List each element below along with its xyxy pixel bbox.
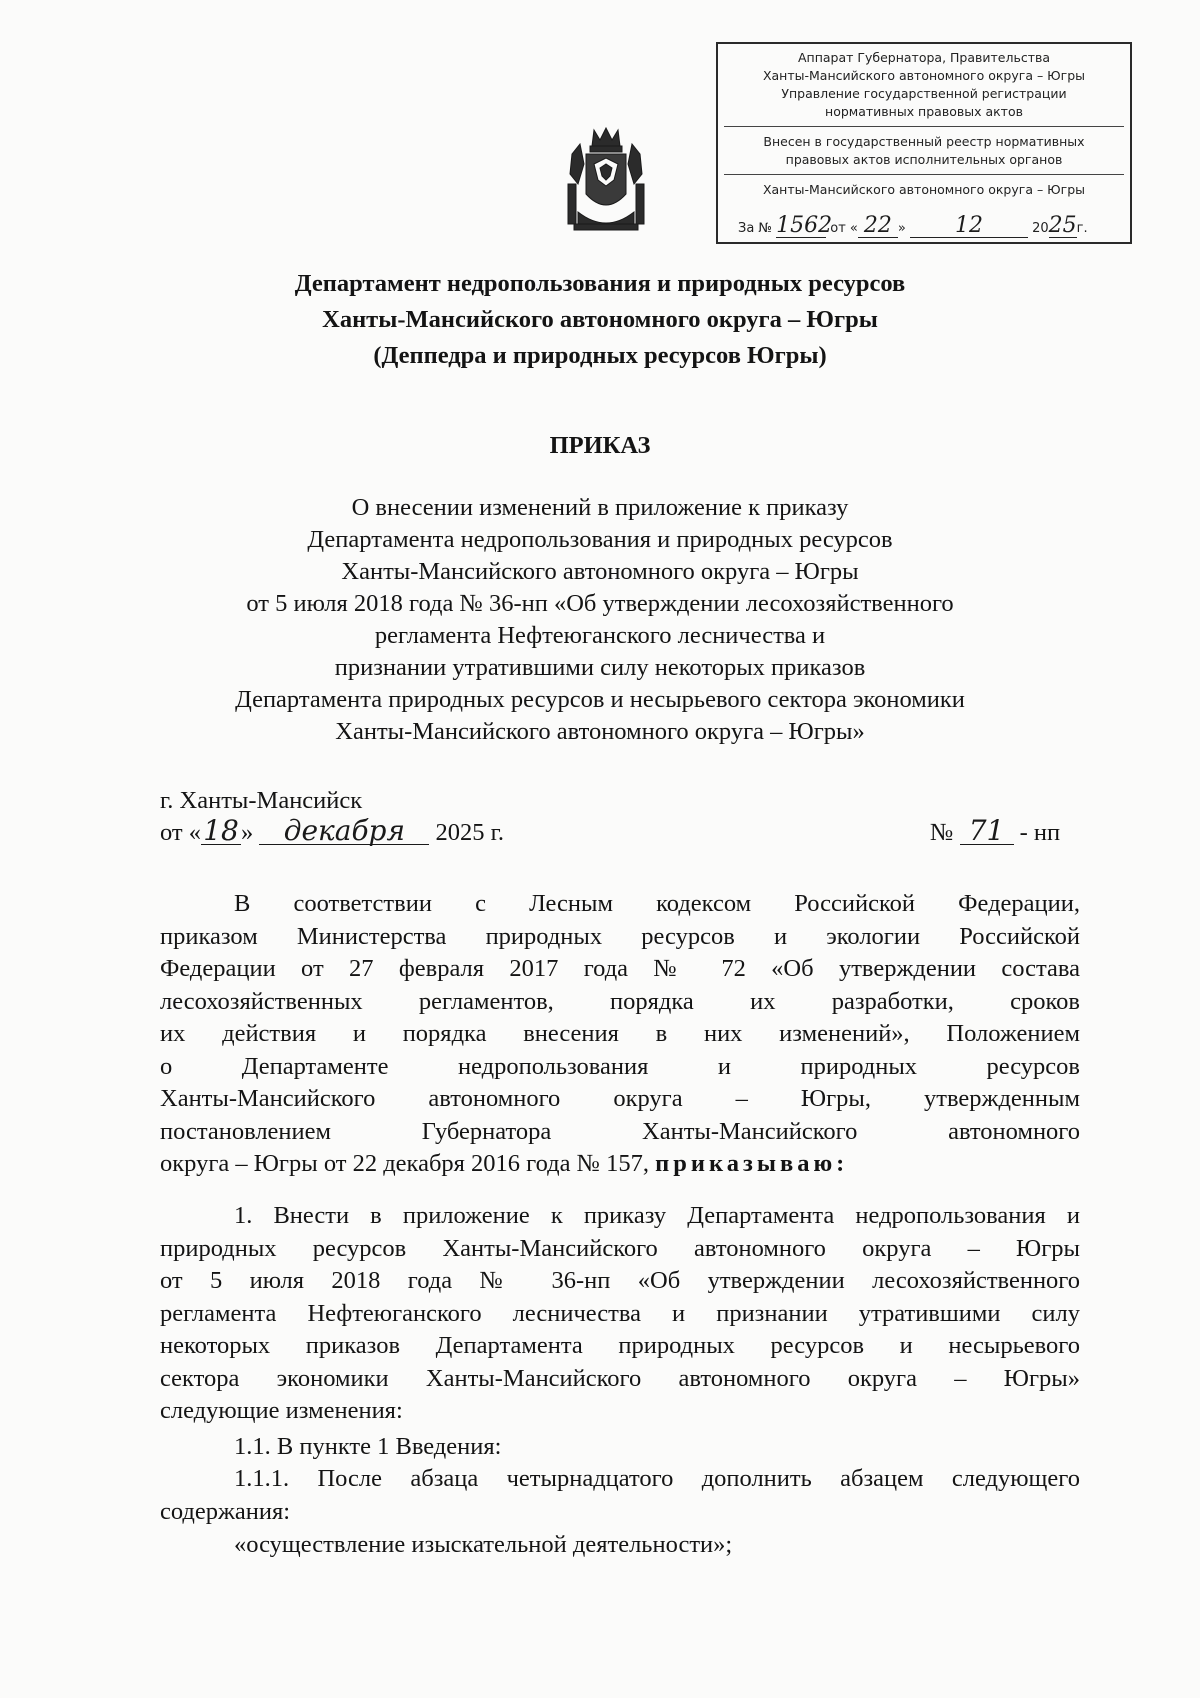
department-name-line: Ханты-Мансийского автономного округа – Югры	[322, 306, 878, 333]
department-name-line: Департамент недропользования и природных ресурсов	[294, 270, 906, 297]
stamp-num-value: 1562	[776, 213, 833, 238]
stamp-year-suffix: г.	[1076, 221, 1088, 236]
paragraph-line: постановлением Губернатора Ханты-Мансийского автономного	[160, 1117, 1080, 1145]
place-of-issue: г. Ханты-Мансийск	[160, 787, 363, 814]
stamp-line: Управление государственной регистрации	[781, 86, 1067, 101]
stamp-line: нормативных правовых актов	[825, 104, 1023, 119]
department-short-name: (Деппедра и природных ресурсов Югры)	[373, 342, 827, 369]
paragraph-line: следующие изменения:	[160, 1397, 403, 1424]
date-day: 18	[201, 818, 241, 845]
order-word: приказываю:	[655, 1150, 849, 1177]
item-1-1: 1.1. В пункте 1 Введения:	[234, 1433, 502, 1460]
stamp-year-value: 25	[1048, 213, 1077, 238]
quoted-addition: «осуществление изыскательной деятельности»;	[234, 1531, 733, 1558]
stamp-registration-number	[738, 215, 1114, 238]
stamp-date-quote: »	[897, 221, 906, 236]
paragraph-line: 1.1.1. После абзаца четырнадцатого дополнить абзацем следующего	[234, 1465, 1080, 1492]
item-1-paragraph	[160, 1200, 1080, 1428]
paragraph-line: их действия и порядка внесения в них изменений», Положением	[160, 1020, 1080, 1047]
stamp-line: правовых актов исполнительных органов	[785, 152, 1063, 167]
stamp-date-day: 22	[858, 215, 898, 238]
paragraph-line: некоторых приказов Департамента природных ресурсов и несырьевого	[160, 1332, 1080, 1359]
subject-line: признании утратившими силу некоторых приказов	[334, 654, 866, 681]
paragraph-line: содержания:	[160, 1497, 291, 1525]
paragraph-line: природных ресурсов Ханты-Мансийского автономного округа – Югры	[160, 1234, 1080, 1262]
paragraph-line: В соответствии с Лесным кодексом Российской Федерации,	[234, 890, 1080, 917]
order-number	[930, 814, 1061, 849]
stamp-line: Аппарат Губернатора, Правительства	[797, 50, 1051, 65]
subject-line: регламента Нефтеюганского лесничества и	[374, 622, 826, 649]
paragraph-line	[160, 1148, 1080, 1181]
item-1-1-1-paragraph	[160, 1463, 1080, 1528]
paragraph-line: лесохозяйственных регламентов, порядка их разработки, сроков	[160, 987, 1080, 1015]
stamp-line: Ханты-Мансийского автономного округа – Югры	[762, 182, 1086, 197]
registration-stamp	[716, 42, 1132, 244]
date-month: декабря	[259, 818, 429, 845]
preamble-last-text: округа – Югры от 22 декабря 2016 года № 157,	[160, 1150, 650, 1177]
coat-of-arms-icon	[564, 124, 648, 234]
number-suffix: - нп	[1019, 819, 1061, 846]
subject-line: Департамента недропользования и природных ресурсов	[307, 526, 893, 553]
stamp-year-prefix: 20	[1032, 221, 1049, 236]
stamp-date-month: 12	[910, 215, 1028, 238]
stamp-divider	[724, 174, 1124, 175]
date-year: 2025 г.	[435, 819, 505, 846]
paragraph-line: Федерации от 27 февраля 2017 года № 72 «Об утверждении состава	[160, 955, 1080, 982]
paragraph-line: приказом Министерства природных ресурсов и экологии Российской	[160, 922, 1080, 950]
stamp-divider	[724, 126, 1124, 127]
date-prefix: от «	[160, 819, 202, 846]
paragraph-line: 1. Внести в приложение к приказу Департамента недропользования и	[234, 1202, 1080, 1229]
date-quote: »	[241, 819, 254, 846]
subject-line: Ханты-Мансийского автономного округа – Югры»	[335, 718, 865, 745]
document-title: ПРИКАЗ	[549, 432, 651, 459]
stamp-num-prefix: За №	[738, 221, 772, 236]
paragraph-line: сектора экономики Ханты-Мансийского автономного округа – Югры»	[160, 1364, 1080, 1392]
number-value: 71	[960, 818, 1014, 845]
preamble-paragraph	[160, 888, 1080, 1181]
issue-date	[160, 814, 505, 849]
subject-line: Ханты-Мансийского автономного округа – Югры	[341, 558, 859, 585]
stamp-line: Ханты-Мансийского автономного округа – Югры	[762, 68, 1086, 83]
number-prefix: №	[930, 819, 954, 846]
stamp-line: Внесен в государственный реестр нормативных	[763, 134, 1085, 149]
subject-line: Департамента природных ресурсов и несырьевого сектора экономики	[235, 686, 965, 713]
paragraph-line: регламента Нефтеюганского лесничества и признании утратившими силу	[160, 1299, 1080, 1327]
stamp-date-from: от «	[830, 221, 858, 236]
paragraph-line: о Департаменте недропользования и природных ресурсов	[160, 1052, 1080, 1080]
subject-line: О внесении изменений в приложение к приказу	[351, 494, 849, 521]
paragraph-line: Ханты-Мансийского автономного округа – Югры, утвержденным	[160, 1085, 1080, 1112]
subject-line: от 5 июля 2018 года № 36-нп «Об утверждении лесохозяйственного	[246, 590, 954, 617]
paragraph-line: от 5 июля 2018 года № 36-нп «Об утверждении лесохозяйственного	[160, 1267, 1080, 1294]
